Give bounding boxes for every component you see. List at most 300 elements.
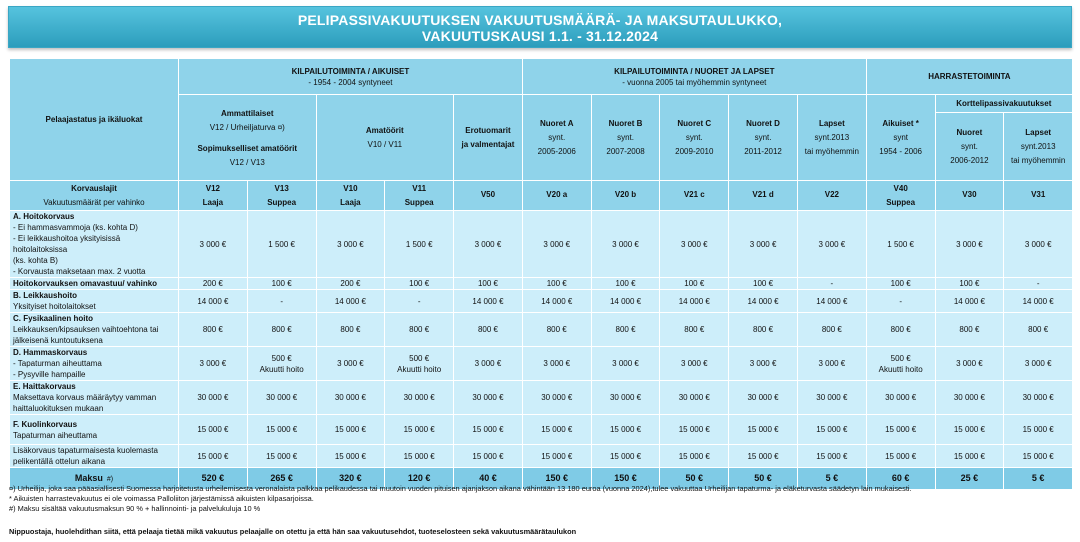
value-cell xyxy=(247,290,316,313)
value-cell xyxy=(454,381,523,415)
value-text: 30 000 € xyxy=(1022,393,1054,402)
value-text: 800 € xyxy=(271,325,292,334)
row-label-line: B. Leikkaushoito xyxy=(13,291,78,300)
row-label-line: (ks. kohta B) xyxy=(13,256,58,265)
value-text: 800 € xyxy=(202,325,223,334)
total-value-line: 50 € xyxy=(685,473,704,483)
value-cell xyxy=(660,290,729,313)
value-cell xyxy=(454,313,523,347)
value-text: 15 000 € xyxy=(197,425,229,434)
product-code-cell xyxy=(660,181,729,211)
value-cell xyxy=(179,381,248,415)
value-cell xyxy=(316,445,385,468)
value-cell xyxy=(935,313,1004,347)
value-cell xyxy=(591,313,660,347)
lapset-header-line: tai myöhemmin xyxy=(804,147,859,156)
amateurs-header-line: Amatöörit xyxy=(365,126,404,135)
value-cell xyxy=(935,278,1004,290)
korvauslajit-header xyxy=(10,181,179,211)
value-text: 15 000 € xyxy=(334,451,366,461)
card-nuoret-header-line: synt. xyxy=(960,142,978,151)
value-cell xyxy=(316,347,385,381)
value-text: 500 € xyxy=(409,353,430,363)
row-label-line: - Korvausta maksetaan max. 2 vuotta xyxy=(13,267,146,276)
value-cell xyxy=(591,445,660,468)
nuoret-c-header-line: synt. xyxy=(685,133,703,142)
total-value-line: 320 € xyxy=(339,473,362,483)
value-text: 15 000 € xyxy=(609,425,642,434)
value-text: 15 000 € xyxy=(816,451,848,461)
value-text: 100 € xyxy=(546,279,567,288)
player-status-header-line: Pelaajastatus ja ikäluokat xyxy=(45,115,143,124)
total-value-line: 40 € xyxy=(479,473,497,483)
value-cell xyxy=(1004,415,1073,445)
row-label xyxy=(10,347,179,381)
value-cell xyxy=(179,211,248,278)
value-text: 15 000 € xyxy=(885,451,917,461)
card-nuoret-header-line: Nuoret xyxy=(956,128,983,137)
value-text: 800 € xyxy=(477,325,498,334)
value-text: 3 000 € xyxy=(474,239,502,249)
group-adults-header-line: - 1954 - 2004 syntyneet xyxy=(308,77,393,87)
korvauslajit-header-line: Vakuutusmäärät per vahinko xyxy=(43,198,145,207)
value-text: 30 000 € xyxy=(472,393,504,402)
product-code-cell-line: V31 xyxy=(1031,189,1046,199)
product-code-cell xyxy=(247,181,316,211)
row-label-line: Tapaturman aiheuttama xyxy=(13,430,98,440)
total-value-line: 150 € xyxy=(614,473,637,483)
value-text: 100 € xyxy=(890,279,911,288)
product-code-cell-line: V21 c xyxy=(683,189,705,199)
value-cell xyxy=(660,278,729,290)
value-cell xyxy=(1004,347,1073,381)
value-cell xyxy=(797,347,866,381)
value-cell xyxy=(866,347,935,381)
value-text: 30 000 € xyxy=(541,393,573,402)
row-label-line: - Ei hammasvammoja (ks. kohta D) xyxy=(13,223,138,232)
total-value-line: 60 € xyxy=(891,473,910,483)
value-text: 14 000 € xyxy=(472,296,504,306)
value-cell xyxy=(522,415,591,445)
nuoret-b-header xyxy=(591,95,660,181)
value-cell xyxy=(866,415,935,445)
value-cell xyxy=(247,347,316,381)
value-text: 800 € xyxy=(684,325,705,334)
value-cell xyxy=(866,445,935,468)
value-cell xyxy=(729,347,798,381)
korvauslajit-header-line: Korvauslajit xyxy=(71,184,117,193)
row-label xyxy=(10,278,179,290)
value-cell xyxy=(316,415,385,445)
value-cell xyxy=(797,313,866,347)
lapset-header xyxy=(797,95,866,181)
row-label-line: D. Hammaskorvaus xyxy=(13,348,88,357)
value-text: 800 € xyxy=(821,325,842,334)
value-cell xyxy=(660,381,729,415)
value-text: 15 000 € xyxy=(403,451,435,461)
value-cell xyxy=(385,445,454,468)
product-code-cell xyxy=(454,181,523,211)
value-cell xyxy=(591,347,660,381)
value-text: 15 000 € xyxy=(334,425,366,434)
row-label-line: jälkeisenä kuntoutuksena xyxy=(13,336,103,345)
group-youth-header-line: - vuonna 2005 tai myöhemmin syntyneet xyxy=(622,77,767,87)
value-cell xyxy=(660,211,729,278)
value-cell xyxy=(591,381,660,415)
total-value-line: 5 € xyxy=(1031,473,1045,483)
value-cell xyxy=(866,381,935,415)
value-cell xyxy=(591,290,660,313)
row-label-line: E. Haittakorvaus xyxy=(13,382,76,391)
value-cell xyxy=(454,347,523,381)
value-cell xyxy=(385,211,454,278)
value-text: 14 000 € xyxy=(334,296,366,306)
product-code-cell-line: V12 xyxy=(205,184,220,193)
value-text: 1 500 € xyxy=(268,239,295,249)
value-text: 3 000 € xyxy=(199,359,227,368)
value-cell xyxy=(935,415,1004,445)
row-label-line: Hoitokorvauksen omavastuu/ vahinko xyxy=(13,279,158,288)
product-code-cell-line: Suppea xyxy=(404,198,434,207)
title-line-2: VAKUUTUSKAUSI 1.1. - 31.12.2024 xyxy=(421,28,659,44)
value-cell xyxy=(797,278,866,290)
value-cell xyxy=(797,381,866,415)
value-text: 15 000 € xyxy=(816,425,848,434)
value-text: 3 000 € xyxy=(337,359,364,368)
value-text: 15 000 € xyxy=(197,451,229,461)
value-cell xyxy=(179,278,248,290)
total-value-line: 120 € xyxy=(407,473,431,483)
value-text: 30 000 € xyxy=(197,393,229,402)
product-code-cell xyxy=(1004,181,1073,211)
value-cell xyxy=(866,313,935,347)
row-label-line: Leikkauksen/kipsauksen vaihtoehtona tai xyxy=(13,325,159,334)
product-code-cell xyxy=(935,181,1004,211)
value-text: 3 000 € xyxy=(612,359,639,368)
value-cell xyxy=(522,381,591,415)
pros-header-line: Sopimukselliset amatöörit xyxy=(197,143,298,153)
value-cell xyxy=(316,290,385,313)
value-text: 100 € xyxy=(271,279,292,288)
value-text: 15 000 € xyxy=(678,451,710,461)
group-hobby-header xyxy=(866,59,1072,95)
value-text: 500 € xyxy=(890,353,911,363)
row-label xyxy=(10,211,179,278)
group-youth-header xyxy=(522,59,866,95)
value-cell xyxy=(660,347,729,381)
value-text: 14 000 € xyxy=(816,296,848,306)
product-code-cell-line: V13 xyxy=(274,184,289,193)
value-text: 100 € xyxy=(684,279,705,288)
title-line-1: PELIPASSIVAKUUTUKSEN VAKUUTUSMÄÄRÄ- JA MAKSUTAULUKKO, xyxy=(297,12,783,28)
value-text: 15 000 € xyxy=(1022,425,1054,434)
product-code-cell-line: Suppea xyxy=(267,198,297,207)
card-nuoret-header xyxy=(935,113,1004,181)
value-cell xyxy=(1004,381,1073,415)
product-code-cell xyxy=(179,181,248,211)
group-adults-header xyxy=(179,59,523,95)
aikuiset-header-line: synt xyxy=(893,133,908,142)
value-text: 15 000 € xyxy=(403,425,435,434)
nuoret-a-header-line: synt. xyxy=(548,133,566,142)
value-text: - xyxy=(417,296,421,306)
value-cell xyxy=(454,211,523,278)
value-text: 200 € xyxy=(340,279,361,288)
card-lapset-header-line: synt.2013 xyxy=(1020,142,1056,151)
value-text: 30 000 € xyxy=(609,393,642,402)
value-cell xyxy=(454,290,523,313)
value-text: 100 € xyxy=(753,279,774,288)
value-text: 14 000 € xyxy=(747,296,779,306)
value-text: 800 € xyxy=(1028,325,1049,334)
value-text: 3 000 € xyxy=(956,359,983,368)
value-cell xyxy=(179,445,248,468)
value-text: 15 000 € xyxy=(472,425,504,434)
row-label-line: F. Kuolinkorvaus xyxy=(13,419,78,429)
nuoret-b-header-line: synt. xyxy=(617,133,634,142)
value-cell xyxy=(935,347,1004,381)
row-label xyxy=(10,290,179,313)
value-cell xyxy=(179,290,248,313)
value-cell xyxy=(1004,313,1073,347)
value-text: 15 000 € xyxy=(747,425,779,434)
value-text: 30 000 € xyxy=(266,393,298,402)
value-cell xyxy=(385,290,454,313)
nuoret-b-header-line: 2007-2008 xyxy=(606,147,645,156)
value-text: 3 000 € xyxy=(337,239,364,249)
value-text: 15 000 € xyxy=(678,425,710,434)
nuoret-b-header-line: Nuoret B xyxy=(608,119,643,128)
value-text: 15 000 € xyxy=(953,451,985,461)
value-text: 800 € xyxy=(959,325,980,334)
pros-header-line: V12 / V13 xyxy=(229,157,265,167)
value-text: - xyxy=(830,279,834,288)
product-code-cell-line: V22 xyxy=(824,189,839,199)
value-cell xyxy=(591,211,660,278)
value-cell xyxy=(316,211,385,278)
nuoret-c-header-line: Nuoret C xyxy=(677,119,712,128)
value-text: 1 500 € xyxy=(405,239,433,249)
value-text: 15 000 € xyxy=(1022,451,1054,461)
value-cell xyxy=(247,445,316,468)
aikuiset-header-line: Aikuiset * xyxy=(882,119,919,128)
value-text: 15 000 € xyxy=(472,451,504,461)
value-text: 1 500 € xyxy=(887,239,914,249)
value-cell xyxy=(385,415,454,445)
value-cell xyxy=(660,415,729,445)
value-text: 30 000 € xyxy=(747,393,779,402)
value-text: 3 000 € xyxy=(818,359,846,368)
value-cell xyxy=(729,445,798,468)
value-cell xyxy=(316,313,385,347)
row-label xyxy=(10,415,179,445)
value-cell xyxy=(454,278,523,290)
card-lapset-header xyxy=(1004,113,1073,181)
value-cell xyxy=(179,415,248,445)
lapset-header-line: synt.2013 xyxy=(814,133,850,142)
amateurs-header-line: V10 / V11 xyxy=(367,140,403,149)
value-text: - xyxy=(280,296,283,306)
value-cell xyxy=(1004,211,1073,278)
value-text: Akuutti hoito xyxy=(878,364,923,374)
referees-header xyxy=(454,95,523,181)
value-text: 3 000 € xyxy=(749,239,777,249)
total-value-line: 50 € xyxy=(754,473,772,483)
value-text: 30 000 € xyxy=(953,393,985,402)
value-text: 100 € xyxy=(959,279,980,288)
total-value-line: 5 € xyxy=(825,473,839,483)
product-code-cell-line: V30 xyxy=(962,189,977,199)
value-cell xyxy=(866,211,935,278)
value-cell xyxy=(729,313,798,347)
value-text: 14 000 € xyxy=(678,296,710,306)
value-cell xyxy=(179,313,248,347)
row-label-line: Maksettava korvaus määräytyy vamman xyxy=(13,393,157,402)
card-lapset-header-line: Lapset xyxy=(1025,128,1052,137)
nuoret-d-header xyxy=(729,95,798,181)
value-cell xyxy=(385,347,454,381)
value-cell xyxy=(247,211,316,278)
value-text: 3 000 € xyxy=(818,239,846,249)
value-cell xyxy=(522,347,591,381)
value-text: 15 000 € xyxy=(609,451,642,461)
value-text: 100 € xyxy=(477,279,498,288)
value-text: 14 000 € xyxy=(1022,296,1054,306)
value-cell xyxy=(385,381,454,415)
value-cell xyxy=(797,415,866,445)
value-text: 800 € xyxy=(753,325,774,334)
total-value-line: 520 € xyxy=(201,473,225,483)
value-text: 14 000 € xyxy=(197,296,229,306)
value-cell xyxy=(454,445,523,468)
total-label-text: Maksu xyxy=(74,472,103,483)
card-insurance-header-line: Korttelipassivakuutukset xyxy=(956,99,1052,108)
value-text: 30 000 € xyxy=(885,393,917,402)
row-label xyxy=(10,313,179,347)
value-text: 3 000 € xyxy=(543,239,571,249)
value-cell xyxy=(1004,445,1073,468)
player-status-header xyxy=(10,59,179,181)
value-cell xyxy=(522,278,591,290)
referees-header-line: Erotuomarit xyxy=(465,126,511,135)
total-value-line: 150 € xyxy=(545,473,569,483)
value-text: 800 € xyxy=(409,325,430,334)
insurance-table xyxy=(9,58,1073,490)
value-cell xyxy=(660,313,729,347)
product-code-cell-line: V40 xyxy=(893,184,908,193)
row-label xyxy=(10,445,179,468)
total-value-line: 25 € xyxy=(960,473,979,483)
footnote-1: ¤) Urheilija, joka saa pääasiallisesti Suomessa harjoitetusta urheilemisesta veronalaista palkkaa pelikaudessa tai muutoin vuoden pituisen ajanjakson aikana vähintään 13 180 euroa (vuonna 2024),tulee vakuuttaa Urheilijan tapaturma- ja eläketurvasta säädetyn lain mukaisesti. xyxy=(9,484,912,493)
value-text: 800 € xyxy=(615,325,636,334)
value-cell xyxy=(866,290,935,313)
group-youth-header-line: KILPAILUTOIMINTA / NUORET JA LAPSET xyxy=(614,66,775,76)
value-text: 15 000 € xyxy=(541,451,573,461)
row-label-line: pelikentällä ottelun aikana xyxy=(13,457,106,466)
card-nuoret-header-line: 2006-2012 xyxy=(950,156,989,165)
product-code-cell-line: Laaja xyxy=(340,198,361,207)
value-text: 30 000 € xyxy=(334,393,366,402)
value-cell xyxy=(935,211,1004,278)
value-text: 3 000 € xyxy=(749,359,777,368)
value-text: 3 000 € xyxy=(612,239,639,249)
product-code-cell-line: V50 xyxy=(480,189,496,199)
value-text: 14 000 € xyxy=(541,296,573,306)
row-label-line: - Ei leikkaushoitoa yksityisissä hoitolaitoksissa xyxy=(13,234,121,254)
value-cell xyxy=(522,290,591,313)
value-cell xyxy=(797,445,866,468)
value-text: 3 000 € xyxy=(1024,239,1052,249)
value-cell xyxy=(316,381,385,415)
product-code-cell-line: Suppea xyxy=(886,198,916,207)
nuoret-d-header-line: 2011-2012 xyxy=(744,147,782,156)
product-code-cell-line: V21 d xyxy=(752,189,774,199)
value-text: 30 000 € xyxy=(816,393,848,402)
value-cell xyxy=(935,445,1004,468)
row-label-line: Yksityiset hoitolaitokset xyxy=(13,302,96,311)
row-label-line: haittaluokituksen mukaan xyxy=(13,404,104,413)
value-text: 800 € xyxy=(340,325,361,334)
nuoret-c-header xyxy=(660,95,729,181)
value-text: 800 € xyxy=(546,325,567,334)
value-cell xyxy=(729,415,798,445)
value-text: - xyxy=(899,296,902,306)
referees-header-line: ja valmentajat xyxy=(461,140,515,149)
value-text: 3 000 € xyxy=(680,359,708,368)
product-code-cell-line: V10 xyxy=(343,184,358,193)
value-cell xyxy=(797,290,866,313)
title-banner xyxy=(8,6,1072,48)
nuoret-c-header-line: 2009-2010 xyxy=(675,147,714,156)
value-cell xyxy=(729,211,798,278)
value-cell xyxy=(1004,278,1073,290)
value-text: 3 000 € xyxy=(956,239,983,249)
value-text: 3 000 € xyxy=(474,359,502,368)
value-text: 3 000 € xyxy=(680,239,708,249)
value-cell xyxy=(522,313,591,347)
footnote-2: * Aikuisten harrastevakuutus ei ole voimassa Palloliiton järjestämissä aikuisten kilpasarjoissa. xyxy=(9,494,314,503)
value-cell xyxy=(454,415,523,445)
product-code-cell xyxy=(866,181,935,211)
row-label-line: - Pysyville hampaille xyxy=(13,370,86,379)
value-cell xyxy=(385,278,454,290)
value-text: 3 000 € xyxy=(1024,359,1052,368)
value-text: 3 000 € xyxy=(199,239,227,249)
value-cell xyxy=(522,445,591,468)
aikuiset-header-line: 1954 - 2006 xyxy=(879,147,922,156)
total-label-mark: #) xyxy=(106,475,114,483)
value-cell xyxy=(522,211,591,278)
value-text: 14 000 € xyxy=(609,296,642,306)
pros-header-line: Ammattilaiset xyxy=(221,108,274,118)
aikuiset-header xyxy=(866,95,935,181)
pros-header-line: V12 / Urheiljaturva ¤) xyxy=(209,122,285,132)
value-text: 3 000 € xyxy=(543,359,571,368)
value-text: 14 000 € xyxy=(953,296,985,306)
product-code-cell xyxy=(522,181,591,211)
value-text: 15 000 € xyxy=(266,451,298,461)
value-text: 100 € xyxy=(409,279,430,288)
product-code-cell xyxy=(797,181,866,211)
amateurs-header xyxy=(316,95,454,181)
value-text: 500 € xyxy=(271,353,292,363)
group-hobby-header-line: HARRASTETOIMINTA xyxy=(928,72,1011,81)
footnote-4: Nippuostaja, huolehdithan siitä, että pelaaja tietää mikä vakuutus pelaajalle on otettu ja että hän saa vakuutusehdot, tuoteselosteen sekä vakuutusmäärätaulukon xyxy=(9,527,577,536)
row-label-line: A. Hoitokorvaus xyxy=(13,212,75,221)
value-text: 15 000 € xyxy=(953,425,985,434)
value-cell xyxy=(385,313,454,347)
value-text: 200 € xyxy=(202,279,223,288)
